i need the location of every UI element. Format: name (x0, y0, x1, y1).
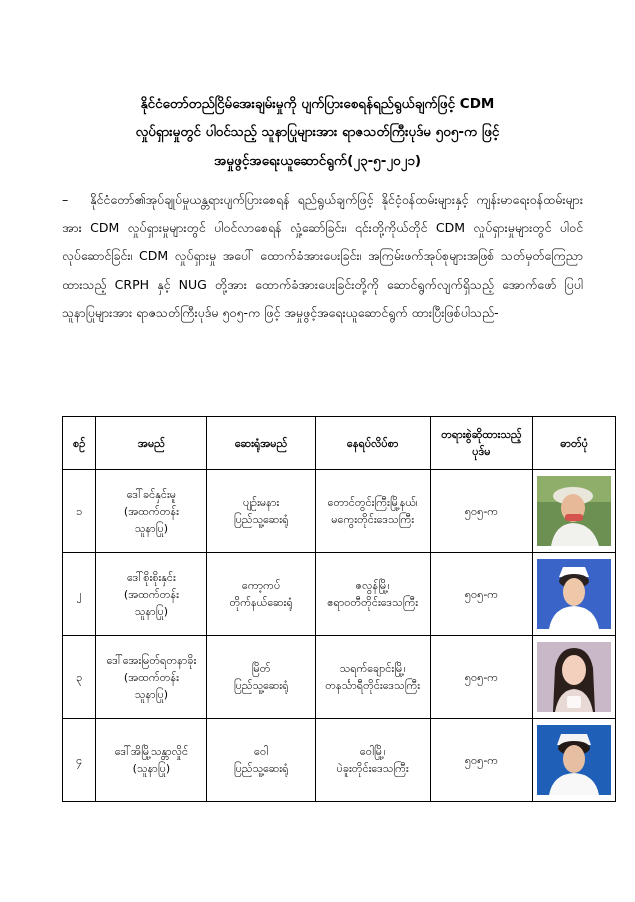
cell-hospital (207, 553, 315, 636)
cell-address (315, 719, 430, 802)
address-text: တောင်တွင်းကြီးမြို့နယ်၊ မကွေးတိုင်းဒေသကြီး (327, 496, 418, 526)
cell-photo (533, 636, 616, 719)
cell-name (96, 470, 207, 553)
table-row (63, 636, 616, 719)
nurses-table (62, 416, 616, 802)
table-row (63, 719, 616, 802)
hospital-text: ကော့ကပ် တိုက်နယ်ဆေးရုံ (229, 579, 293, 609)
cell-section: ၅၀၅-က (430, 553, 533, 636)
header-section: တရားစွဲဆိုထားသည့်ပုဒ်မ (430, 417, 533, 470)
paragraph-text: နိုင်ငံတော်၏အုပ်ချုပ်မှုယန္တရားပျက်ပြားစေရန် ရည်ရွယ်ချက်ဖြင့် နိုင်ငံ့ဝန်ထမ်းများနှင့် ကျန်းမာရေးဝန်ထမ်းများအား CDM လှုပ်ရှားမှုများတွင် ပါဝင်လာစေရန် လှုံ့ဆော်ခြင်း၊ ၎င်းတို့ကိုယ်တိုင် CDM လှုပ်ရှားမှုများတွင် ပါဝင်လုပ်ဆောင်ခြင်း၊ CDM လှုပ်ရှားမှု အပေါ် ထောက်ခံအားပေးခြင်း၊ အကြမ်းဖက်အုပ်စုများအဖြစ် သတ်မှတ်ကြေညာထားသည့် CRPH နှင့် NUG တို့အား ထောက်ခံအားပေးခြင်းတို့ကို ဆောင်ရွက်လျက်ရှိသည့် အောက်ဖော် ပြပါ သူနာပြုများအား ရာဇသတ်ကြီးပုဒ်မ ၅၀၅-က ဖြင့် အမှုဖွင့်အရေးယူဆောင်ရွက် ထားပြီးဖြစ်ပါသည်- (62, 192, 583, 320)
cell-address (315, 470, 430, 553)
name-text: ဒေါ်ခင်နှင်းမူ (အထက်တန်း သူနာပြု) (123, 487, 179, 535)
header-no: စဉ် (63, 417, 96, 470)
paragraph-dash: – (62, 192, 69, 207)
name-text: ဒေါ်စိုးစိုးနှင်း (အထက်တန်း သူနာပြု) (123, 570, 179, 618)
cell-section: ၅၀၅-က (430, 636, 533, 719)
cell-no: ၄ (63, 719, 96, 802)
address-text: သရက်ချောင်းမြို့၊ တနင်္သာရီတိုင်းဒေသကြီး (325, 662, 421, 692)
hospital-text: ပျဉ်းမနား ပြည်သူ့ဆေးရုံ (233, 496, 289, 526)
body-paragraph (62, 186, 583, 327)
cell-hospital (207, 470, 315, 553)
header-photo: ဓာတ်ပုံ (533, 417, 616, 470)
header-name: အမည် (96, 417, 207, 470)
table-row (63, 553, 616, 636)
hospital-text: ဝေါ ပြည်သူ့ဆေးရုံ (233, 745, 289, 775)
table-row (63, 470, 616, 553)
cell-name (96, 636, 207, 719)
header-hospital: ဆေးရုံအမည် (207, 417, 315, 470)
photo-woman-long-hair-icon (537, 642, 611, 712)
cell-photo (533, 470, 616, 553)
address-text: ဇလွန်မြို့၊ ဧရာဝတီတိုင်းဒေသကြီး (327, 579, 419, 609)
name-text: ဒေါ်အေးမြတ်ရတနာခိုး (အထက်တန်း သူနာပြု) (106, 653, 197, 701)
cell-photo (533, 553, 616, 636)
title-line-2: လှုပ်ရှားမှုတွင် ပါဝင်သည့် သူနာပြုများအား ရာဇသတ်ကြီးပုဒ်မ ၅၀၅-က ဖြင့် (135, 124, 500, 140)
cell-name (96, 553, 207, 636)
cell-no: ၁ (63, 470, 96, 553)
cell-no: ၃ (63, 636, 96, 719)
hospital-text: မြိတ် ပြည်သူ့ဆေးရုံ (233, 662, 289, 692)
cell-section: ၅၀၅-က (430, 470, 533, 553)
name-text: ဒေါ်အိမြို့သန္တာလှိုင် (သူနာပြု) (114, 745, 189, 775)
cell-hospital (207, 636, 315, 719)
table-header-row (63, 417, 616, 470)
cell-address (315, 636, 430, 719)
cell-address (315, 553, 430, 636)
cell-hospital (207, 719, 315, 802)
title-line-1: နိုင်ငံတော်တည်ငြိမ်အေးချမ်းမှုကို ပျက်ပြားစေရန်ရည်ရွယ်ချက်ဖြင့် CDM (140, 96, 495, 112)
title-line-3: အမှုဖွင့်အရေးယူဆောင်ရွက်(၂၃-၅-၂၀၂၁) (214, 153, 421, 169)
cell-photo (533, 719, 616, 802)
photo-woman-hat-icon (537, 476, 611, 546)
address-text: ဝေါမြို့၊ ပဲခူးတိုင်းဒေသကြီး (336, 745, 409, 775)
cell-name (96, 719, 207, 802)
cell-no: ၂ (63, 553, 96, 636)
photo-nurse-cap-icon (537, 559, 611, 629)
header-address: နေရပ်လိပ်စာ (315, 417, 430, 470)
photo-nurse-blue-bg-icon (537, 725, 611, 795)
cell-section: ၅၀၅-က (430, 719, 533, 802)
